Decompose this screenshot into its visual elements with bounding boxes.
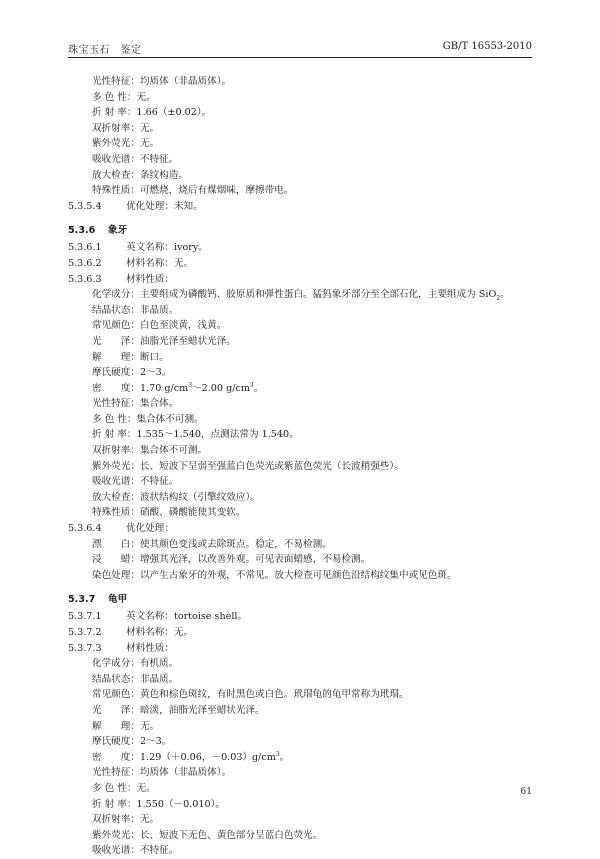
property-line: 放大检查：波状结构纹（引擎纹效应）。 [92,491,260,503]
property-line: 吸收光谱：不特征。 [92,153,179,165]
clause-number: 5.3.7.1 [68,611,102,623]
section-heading-tortoise-shell [68,590,538,609]
property-line: 结晶状态：非晶质。 [92,673,179,685]
property-line: 吸收光谱：不特征。 [92,476,179,488]
clause-text: 英文名称：ivory。 [126,242,208,254]
section-title: 龟甲 [108,594,128,606]
density-text-c: 。 [279,751,290,763]
clause-text: 材料性质： [126,273,174,285]
property-line: 光性特征：均质体（非晶质体）。 [92,76,232,87]
clause-text: 优化处理： [126,523,174,535]
property-line: 特殊性质：硝酸、磷酸能使其变软。 [92,507,246,519]
density-text-a: 密 度：1.70 g/cm [92,382,189,394]
header-title: 珠宝玉石 鉴定 [68,45,142,56]
density-text-b: ～2.00 g/cm [192,382,250,394]
header-standard-number: GB/T 16553-2010 [442,41,532,52]
clause-number: 5.3.6.4 [68,523,102,535]
section-number: 5.3.7 [68,594,96,606]
treatment-line: 漂 白：使其颜色变浅或去除斑点。稳定，不易检测。 [92,538,332,550]
page-number: 61 [520,787,532,797]
property-line: 多 色 性：无。 [92,782,156,794]
density-text-a: 密 度：1.29（＋0.06，－0.03）g/cm [92,751,276,763]
chem-text: 化学成分：主要组成为磷酸钙、胶原质和弹性蛋白。猛犸象牙部分至全部石化，主要组成为 SiO [92,289,497,301]
header-rule [68,57,532,58]
property-line: 折 射 率：1.535～1.540，点测法常为 1.540。 [92,429,299,441]
density-line [68,750,538,766]
clause-number: 5.3.5.4 [68,200,102,212]
clause-text: 材料性质： [126,642,174,654]
section-number: 5.3.6 [68,225,96,237]
density-line [68,381,538,397]
clause-5-3-7-1 [68,609,538,625]
property-line: 化学成分：有机质。 [92,658,179,670]
clause-text: 材料名称：无。 [126,627,194,638]
property-line: 折 射 率：1.66（±0.02）。 [92,107,212,119]
chemical-composition-line [68,287,538,303]
density-sup: 3 [249,381,254,389]
clause-number: 5.3.6.1 [68,242,102,254]
property-line: 特殊性质：可燃烧，烧后有煤烟味，摩擦带电。 [92,185,294,197]
property-line: 放大检查：条纹构造。 [92,169,188,181]
property-line: 光性特征：均质体（非晶质体）。 [92,767,232,779]
clause-5-3-6-1 [68,240,538,256]
density-text-c: 。 [253,382,264,394]
property-line: 结晶状态：非晶质。 [92,304,179,316]
clause-5-3-6-4 [68,521,538,537]
density-sup: 3 [275,750,280,758]
property-line: 双折射率：集合体不可测。 [92,445,208,457]
property-line: 多 色 性：集合体不可测。 [92,413,204,425]
clause-5-3-7-3 [68,641,538,657]
property-line: 解 理：断口。 [92,351,169,363]
amber-properties-continued [68,74,538,199]
section-heading-ivory [68,221,538,240]
clause-5-3-5-4 [68,199,538,215]
property-line: 紫外荧光：无。 [92,138,160,150]
clause-5-3-7-2 [68,625,538,641]
treatment-line: 浸 蜡：增强其光泽，以改善外观。可见表面蜡感，不易检测。 [92,554,371,566]
clause-text: 材料名称：无。 [126,257,194,269]
clause-5-3-6-3 [68,272,538,288]
treatment-line: 染色处理：以产生古象牙的外观，不常见。放大检查可见颜色沿结构纹集中或见色斑。 [92,569,457,581]
clause-number: 5.3.6.2 [68,257,102,269]
property-line: 光 泽：暗淡，油脂光泽至蜡状光泽。 [92,704,265,716]
property-line: 紫外荧光：长、短波下呈弱至强蓝白色荧光或紫蓝色荧光（长波稍强些）。 [92,460,404,472]
density-sup: 3 [188,381,193,389]
property-line: 常见颜色：黄色和棕色斑纹，有时黑色或白色。玳瑁龟的龟甲常称为玳瑁。 [92,689,409,701]
property-line: 多 色 性：无。 [92,91,156,103]
property-line: 光性特征：集合体。 [92,398,179,410]
section-title: 象牙 [108,225,128,237]
property-line: 双折射率：无。 [92,814,160,826]
clause-number: 5.3.7.3 [68,642,102,654]
clause-number: 5.3.7.2 [68,627,102,638]
property-line: 常见颜色：白色至淡黄，浅黄。 [92,320,227,332]
property-line: 摩氏硬度：2～3。 [92,736,172,748]
clause-number: 5.3.6.3 [68,273,102,285]
property-line: 解 理：无。 [92,720,160,732]
property-line: 双折射率：无。 [92,122,160,134]
clause-text: 优化处理：未知。 [126,200,203,212]
property-line: 光 泽：油脂光泽至蜡状光泽。 [92,335,236,347]
property-line: 摩氏硬度：2～3。 [92,367,172,379]
property-line: 吸收光谱：不特征。 [92,845,179,857]
chem-end: 。 [500,289,510,301]
clause-text: 英文名称：tortoise shell。 [126,611,248,623]
document-body [68,74,538,859]
property-line: 折 射 率：1.550（－0.010）。 [92,798,225,810]
clause-5-3-6-2 [68,256,538,272]
chem-subscript: 2 [496,295,501,303]
property-line: 紫外荧光：长、短波下无色、黄色部分呈蓝白色荧光。 [92,829,323,841]
